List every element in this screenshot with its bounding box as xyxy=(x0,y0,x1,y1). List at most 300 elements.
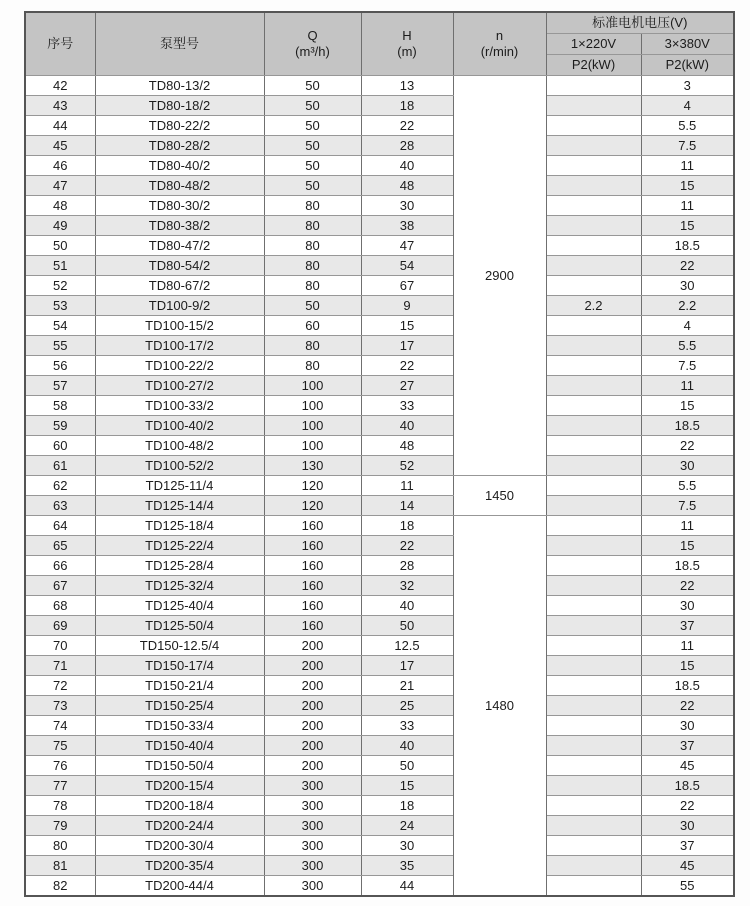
table-row xyxy=(25,856,734,876)
header-head-symbol: H xyxy=(402,27,412,43)
cell-p2-380v: 37 xyxy=(641,736,734,756)
cell-model: TD100-15/2 xyxy=(95,316,264,336)
cell-head: 13 xyxy=(361,76,453,96)
header-flow-symbol: Q xyxy=(307,27,318,43)
cell-p2-220v xyxy=(546,96,641,116)
cell-serial: 46 xyxy=(25,156,95,176)
cell-p2-380v: 5.5 xyxy=(641,116,734,136)
cell-model: TD200-44/4 xyxy=(95,876,264,896)
cell-flow: 120 xyxy=(264,476,361,496)
table-row xyxy=(25,96,734,116)
table-row xyxy=(25,456,734,476)
cell-p2-220v xyxy=(546,736,641,756)
cell-p2-380v: 22 xyxy=(641,696,734,716)
cell-flow: 160 xyxy=(264,576,361,596)
cell-model: TD200-35/4 xyxy=(95,856,264,876)
cell-p2-220v xyxy=(546,336,641,356)
table-row xyxy=(25,76,734,96)
cell-serial: 78 xyxy=(25,796,95,816)
table-row xyxy=(25,776,734,796)
cell-p2-220v xyxy=(546,876,641,896)
cell-p2-220v xyxy=(546,576,641,596)
cell-serial: 42 xyxy=(25,76,95,96)
cell-head: 12.5 xyxy=(361,636,453,656)
cell-p2-380v: 4 xyxy=(641,316,734,336)
cell-serial: 47 xyxy=(25,176,95,196)
cell-flow: 160 xyxy=(264,536,361,556)
cell-serial: 53 xyxy=(25,296,95,316)
table-row xyxy=(25,136,734,156)
cell-head: 40 xyxy=(361,416,453,436)
cell-p2-380v: 22 xyxy=(641,796,734,816)
cell-p2-220v xyxy=(546,456,641,476)
cell-model: TD125-11/4 xyxy=(95,476,264,496)
cell-p2-220v xyxy=(546,636,641,656)
cell-model: TD125-32/4 xyxy=(95,576,264,596)
cell-speed: 1480 xyxy=(453,516,546,896)
cell-p2-380v: 15 xyxy=(641,176,734,196)
cell-p2-220v xyxy=(546,236,641,256)
table-row xyxy=(25,556,734,576)
table-row xyxy=(25,476,734,496)
cell-p2-220v: 2.2 xyxy=(546,296,641,316)
cell-p2-220v xyxy=(546,76,641,96)
cell-flow: 200 xyxy=(264,736,361,756)
cell-model: TD100-33/2 xyxy=(95,396,264,416)
table-header xyxy=(25,12,734,76)
table-row xyxy=(25,256,734,276)
cell-model: TD80-30/2 xyxy=(95,196,264,216)
cell-p2-220v xyxy=(546,596,641,616)
cell-model: TD80-67/2 xyxy=(95,276,264,296)
table-row xyxy=(25,496,734,516)
cell-flow: 160 xyxy=(264,596,361,616)
cell-flow: 100 xyxy=(264,376,361,396)
table-row xyxy=(25,376,734,396)
cell-model: TD150-40/4 xyxy=(95,736,264,756)
cell-p2-380v: 18.5 xyxy=(641,236,734,256)
cell-flow: 100 xyxy=(264,396,361,416)
header-row-1 xyxy=(25,12,734,34)
cell-p2-380v: 7.5 xyxy=(641,356,734,376)
table-row xyxy=(25,116,734,136)
cell-p2-380v: 37 xyxy=(641,836,734,856)
cell-head: 47 xyxy=(361,236,453,256)
cell-p2-380v: 30 xyxy=(641,456,734,476)
cell-p2-380v: 30 xyxy=(641,276,734,296)
cell-serial: 72 xyxy=(25,676,95,696)
cell-p2-380v: 11 xyxy=(641,376,734,396)
cell-p2-220v xyxy=(546,176,641,196)
cell-p2-380v: 15 xyxy=(641,656,734,676)
table-row xyxy=(25,716,734,736)
cell-model: TD125-28/4 xyxy=(95,556,264,576)
cell-p2-380v: 30 xyxy=(641,596,734,616)
header-speed-symbol: n xyxy=(495,27,504,43)
table-row xyxy=(25,416,734,436)
cell-p2-380v: 3 xyxy=(641,76,734,96)
pump-spec-table xyxy=(24,11,735,897)
cell-p2-220v xyxy=(546,856,641,876)
cell-model: TD125-18/4 xyxy=(95,516,264,536)
cell-head: 18 xyxy=(361,796,453,816)
cell-head: 33 xyxy=(361,716,453,736)
cell-p2-220v xyxy=(546,136,641,156)
cell-head: 22 xyxy=(361,116,453,136)
cell-serial: 68 xyxy=(25,596,95,616)
cell-p2-220v xyxy=(546,436,641,456)
cell-p2-220v xyxy=(546,396,641,416)
cell-model: TD80-13/2 xyxy=(95,76,264,96)
cell-model: TD100-22/2 xyxy=(95,356,264,376)
cell-serial: 70 xyxy=(25,636,95,656)
cell-flow: 80 xyxy=(264,356,361,376)
cell-p2-220v xyxy=(546,556,641,576)
cell-p2-380v: 11 xyxy=(641,636,734,656)
cell-flow: 80 xyxy=(264,276,361,296)
cell-p2-220v xyxy=(546,756,641,776)
header-voltage-group: 标准电机电压(V) xyxy=(546,12,734,34)
table-row xyxy=(25,876,734,896)
cell-flow: 300 xyxy=(264,816,361,836)
cell-flow: 80 xyxy=(264,336,361,356)
cell-flow: 130 xyxy=(264,456,361,476)
cell-p2-380v: 7.5 xyxy=(641,136,734,156)
table-row xyxy=(25,356,734,376)
cell-head: 25 xyxy=(361,696,453,716)
cell-p2-380v: 11 xyxy=(641,196,734,216)
cell-p2-220v xyxy=(546,116,641,136)
cell-serial: 66 xyxy=(25,556,95,576)
cell-p2-220v xyxy=(546,536,641,556)
cell-serial: 63 xyxy=(25,496,95,516)
cell-serial: 54 xyxy=(25,316,95,336)
cell-head: 48 xyxy=(361,176,453,196)
table-body xyxy=(25,76,734,896)
cell-serial: 80 xyxy=(25,836,95,856)
cell-model: TD100-9/2 xyxy=(95,296,264,316)
cell-p2-220v xyxy=(546,476,641,496)
cell-serial: 51 xyxy=(25,256,95,276)
cell-flow: 300 xyxy=(264,876,361,896)
cell-flow: 160 xyxy=(264,556,361,576)
cell-serial: 43 xyxy=(25,96,95,116)
cell-model: TD150-12.5/4 xyxy=(95,636,264,656)
cell-p2-220v xyxy=(546,316,641,336)
table-row xyxy=(25,276,734,296)
cell-p2-380v: 15 xyxy=(641,536,734,556)
cell-flow: 200 xyxy=(264,696,361,716)
cell-p2-380v: 18.5 xyxy=(641,676,734,696)
cell-flow: 60 xyxy=(264,316,361,336)
cell-p2-380v: 45 xyxy=(641,756,734,776)
cell-p2-220v xyxy=(546,516,641,536)
cell-serial: 79 xyxy=(25,816,95,836)
header-col-flow xyxy=(264,12,361,76)
cell-model: TD80-22/2 xyxy=(95,116,264,136)
table-row xyxy=(25,396,734,416)
cell-p2-220v xyxy=(546,196,641,216)
table-row xyxy=(25,696,734,716)
cell-flow: 50 xyxy=(264,116,361,136)
cell-model: TD200-15/4 xyxy=(95,776,264,796)
cell-head: 28 xyxy=(361,136,453,156)
cell-serial: 56 xyxy=(25,356,95,376)
cell-flow: 100 xyxy=(264,436,361,456)
cell-flow: 160 xyxy=(264,516,361,536)
table-row xyxy=(25,596,734,616)
cell-model: TD200-18/4 xyxy=(95,796,264,816)
cell-model: TD80-28/2 xyxy=(95,136,264,156)
cell-serial: 74 xyxy=(25,716,95,736)
cell-p2-220v xyxy=(546,816,641,836)
cell-serial: 45 xyxy=(25,136,95,156)
table-row xyxy=(25,436,734,456)
cell-head: 28 xyxy=(361,556,453,576)
table-row xyxy=(25,196,734,216)
cell-flow: 200 xyxy=(264,636,361,656)
cell-p2-220v xyxy=(546,496,641,516)
cell-head: 40 xyxy=(361,596,453,616)
cell-model: TD150-21/4 xyxy=(95,676,264,696)
cell-p2-220v xyxy=(546,356,641,376)
cell-serial: 67 xyxy=(25,576,95,596)
cell-speed: 2900 xyxy=(453,76,546,476)
cell-model: TD80-38/2 xyxy=(95,216,264,236)
cell-p2-220v xyxy=(546,836,641,856)
cell-head: 67 xyxy=(361,276,453,296)
cell-serial: 62 xyxy=(25,476,95,496)
table-row xyxy=(25,636,734,656)
cell-p2-220v xyxy=(546,616,641,636)
cell-p2-380v: 22 xyxy=(641,576,734,596)
cell-flow: 80 xyxy=(264,256,361,276)
cell-model: TD80-47/2 xyxy=(95,236,264,256)
cell-flow: 80 xyxy=(264,216,361,236)
cell-speed: 1450 xyxy=(453,476,546,516)
cell-p2-380v: 4 xyxy=(641,96,734,116)
header-p2-220v: P2(kW) xyxy=(546,55,641,76)
cell-serial: 65 xyxy=(25,536,95,556)
cell-head: 35 xyxy=(361,856,453,876)
cell-head: 40 xyxy=(361,156,453,176)
table-row xyxy=(25,296,734,316)
table-row xyxy=(25,756,734,776)
header-col-serial: 序号 xyxy=(25,12,95,76)
cell-flow: 300 xyxy=(264,796,361,816)
cell-head: 9 xyxy=(361,296,453,316)
cell-flow: 80 xyxy=(264,196,361,216)
cell-p2-380v: 15 xyxy=(641,396,734,416)
cell-head: 18 xyxy=(361,96,453,116)
cell-model: TD100-48/2 xyxy=(95,436,264,456)
cell-model: TD100-27/2 xyxy=(95,376,264,396)
cell-model: TD125-50/4 xyxy=(95,616,264,636)
cell-serial: 55 xyxy=(25,336,95,356)
table-row xyxy=(25,656,734,676)
cell-model: TD100-40/2 xyxy=(95,416,264,436)
table-row xyxy=(25,736,734,756)
header-speed-unit: (r/min) xyxy=(480,44,519,59)
cell-head: 50 xyxy=(361,756,453,776)
cell-head: 27 xyxy=(361,376,453,396)
cell-serial: 59 xyxy=(25,416,95,436)
cell-serial: 76 xyxy=(25,756,95,776)
cell-model: TD200-24/4 xyxy=(95,816,264,836)
cell-p2-220v xyxy=(546,276,641,296)
cell-p2-380v: 15 xyxy=(641,216,734,236)
header-col-head xyxy=(361,12,453,76)
cell-serial: 44 xyxy=(25,116,95,136)
cell-p2-220v xyxy=(546,656,641,676)
cell-model: TD80-54/2 xyxy=(95,256,264,276)
cell-model: TD100-17/2 xyxy=(95,336,264,356)
cell-flow: 50 xyxy=(264,176,361,196)
cell-model: TD80-48/2 xyxy=(95,176,264,196)
cell-serial: 69 xyxy=(25,616,95,636)
table-row xyxy=(25,816,734,836)
cell-head: 17 xyxy=(361,656,453,676)
cell-p2-380v: 5.5 xyxy=(641,336,734,356)
cell-flow: 200 xyxy=(264,676,361,696)
cell-model: TD125-22/4 xyxy=(95,536,264,556)
cell-p2-380v: 7.5 xyxy=(641,496,734,516)
cell-p2-220v xyxy=(546,776,641,796)
cell-head: 22 xyxy=(361,536,453,556)
cell-head: 52 xyxy=(361,456,453,476)
table-row xyxy=(25,156,734,176)
cell-serial: 77 xyxy=(25,776,95,796)
header-head-unit: (m) xyxy=(397,44,417,59)
cell-flow: 100 xyxy=(264,416,361,436)
table-row xyxy=(25,216,734,236)
cell-head: 38 xyxy=(361,216,453,236)
cell-p2-220v xyxy=(546,156,641,176)
cell-head: 33 xyxy=(361,396,453,416)
cell-flow: 50 xyxy=(264,296,361,316)
cell-head: 30 xyxy=(361,836,453,856)
cell-head: 48 xyxy=(361,436,453,456)
header-col-speed xyxy=(453,12,546,76)
cell-flow: 80 xyxy=(264,236,361,256)
header-flow-unit: (m³/h) xyxy=(295,44,330,59)
cell-serial: 52 xyxy=(25,276,95,296)
table-row xyxy=(25,336,734,356)
cell-p2-380v: 45 xyxy=(641,856,734,876)
cell-serial: 58 xyxy=(25,396,95,416)
cell-p2-220v xyxy=(546,256,641,276)
cell-p2-380v: 22 xyxy=(641,256,734,276)
cell-p2-220v xyxy=(546,416,641,436)
cell-head: 15 xyxy=(361,316,453,336)
table-row xyxy=(25,576,734,596)
cell-model: TD80-18/2 xyxy=(95,96,264,116)
table-row xyxy=(25,536,734,556)
cell-flow: 50 xyxy=(264,156,361,176)
table-row xyxy=(25,236,734,256)
cell-head: 21 xyxy=(361,676,453,696)
cell-serial: 81 xyxy=(25,856,95,876)
table-row xyxy=(25,676,734,696)
cell-p2-380v: 18.5 xyxy=(641,776,734,796)
cell-flow: 120 xyxy=(264,496,361,516)
cell-serial: 75 xyxy=(25,736,95,756)
cell-p2-220v xyxy=(546,216,641,236)
header-col-model: 泵型号 xyxy=(95,12,264,76)
cell-serial: 48 xyxy=(25,196,95,216)
cell-flow: 50 xyxy=(264,96,361,116)
table-row xyxy=(25,176,734,196)
cell-flow: 300 xyxy=(264,836,361,856)
cell-p2-220v xyxy=(546,696,641,716)
cell-serial: 57 xyxy=(25,376,95,396)
cell-model: TD100-52/2 xyxy=(95,456,264,476)
cell-head: 22 xyxy=(361,356,453,376)
cell-head: 15 xyxy=(361,776,453,796)
table-row xyxy=(25,836,734,856)
cell-flow: 200 xyxy=(264,656,361,676)
cell-serial: 71 xyxy=(25,656,95,676)
cell-p2-380v: 37 xyxy=(641,616,734,636)
cell-serial: 82 xyxy=(25,876,95,896)
cell-serial: 60 xyxy=(25,436,95,456)
cell-p2-380v: 11 xyxy=(641,156,734,176)
cell-model: TD150-17/4 xyxy=(95,656,264,676)
cell-head: 18 xyxy=(361,516,453,536)
cell-p2-380v: 18.5 xyxy=(641,416,734,436)
cell-p2-380v: 18.5 xyxy=(641,556,734,576)
cell-p2-380v: 30 xyxy=(641,716,734,736)
header-col-220v: 1×220V xyxy=(546,34,641,55)
cell-flow: 200 xyxy=(264,756,361,776)
header-col-380v: 3×380V xyxy=(641,34,734,55)
table-row xyxy=(25,316,734,336)
cell-flow: 300 xyxy=(264,776,361,796)
cell-p2-380v: 5.5 xyxy=(641,476,734,496)
cell-p2-220v xyxy=(546,716,641,736)
cell-serial: 73 xyxy=(25,696,95,716)
cell-head: 32 xyxy=(361,576,453,596)
cell-model: TD80-40/2 xyxy=(95,156,264,176)
cell-serial: 64 xyxy=(25,516,95,536)
cell-serial: 49 xyxy=(25,216,95,236)
cell-serial: 61 xyxy=(25,456,95,476)
cell-p2-220v xyxy=(546,376,641,396)
cell-head: 44 xyxy=(361,876,453,896)
cell-model: TD150-50/4 xyxy=(95,756,264,776)
cell-flow: 300 xyxy=(264,856,361,876)
cell-model: TD125-14/4 xyxy=(95,496,264,516)
cell-model: TD150-25/4 xyxy=(95,696,264,716)
cell-model: TD150-33/4 xyxy=(95,716,264,736)
cell-model: TD125-40/4 xyxy=(95,596,264,616)
cell-p2-220v xyxy=(546,676,641,696)
cell-p2-380v: 2.2 xyxy=(641,296,734,316)
cell-flow: 50 xyxy=(264,136,361,156)
cell-head: 14 xyxy=(361,496,453,516)
cell-flow: 200 xyxy=(264,716,361,736)
cell-flow: 50 xyxy=(264,76,361,96)
table-row xyxy=(25,516,734,536)
cell-p2-380v: 30 xyxy=(641,816,734,836)
cell-p2-380v: 22 xyxy=(641,436,734,456)
cell-p2-380v: 55 xyxy=(641,876,734,896)
table-row xyxy=(25,796,734,816)
cell-p2-220v xyxy=(546,796,641,816)
cell-model: TD200-30/4 xyxy=(95,836,264,856)
cell-head: 30 xyxy=(361,196,453,216)
cell-head: 50 xyxy=(361,616,453,636)
